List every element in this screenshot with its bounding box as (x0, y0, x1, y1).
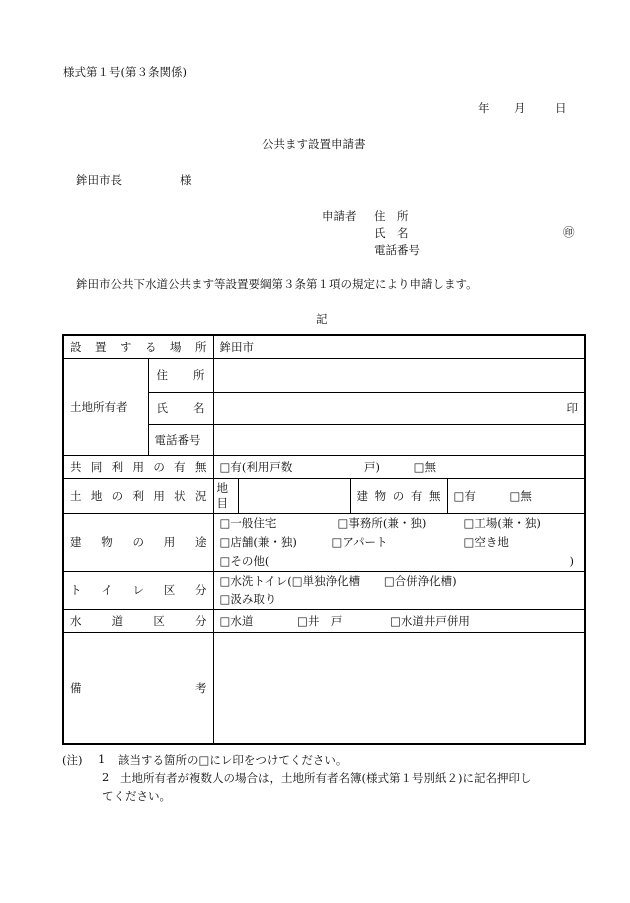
water-options (213, 609, 585, 632)
land-use-label-cell: 土 地 の 利 用 状 況 (63, 478, 213, 513)
date-day-label: 日 (555, 101, 567, 115)
row-water (63, 609, 585, 632)
building-use-other-close: ) (569, 553, 574, 568)
building-use-other[interactable]: □その他( (219, 553, 270, 568)
note-1-number: 1 (98, 752, 106, 766)
building-no-checkbox[interactable]: □無 (509, 488, 532, 503)
row-remarks (63, 632, 585, 744)
owner-name-label-cell: 氏 名 (148, 392, 213, 424)
water-city-checkbox[interactable]: □水道 (219, 613, 254, 628)
building-exist-label-cell: 建 物 の 有 無 (350, 478, 447, 513)
shared-use-unit: 戸) (364, 459, 381, 474)
toilet-label-cell: ト イ レ 区 分 (63, 571, 213, 609)
applicant-phone-label: 電話番号 (374, 243, 420, 257)
date-month-label: 月 (514, 101, 526, 115)
toilet-pumping[interactable]: □汲み取り (219, 592, 277, 606)
owner-label: 土地所有者 (63, 358, 148, 455)
ki-label: 記 (316, 312, 328, 326)
chimoku-field[interactable] (238, 478, 350, 513)
seal-mark: ㊞ (563, 225, 575, 239)
body-text: 鉾田市公共下水道公共ます等設置要綱第３条第１項の規定により申請します。 (76, 277, 478, 291)
shared-use-label-cell: 共 同 利 用 の 有 無 (63, 455, 213, 478)
water-label-cell: 水 道 区 分 (63, 609, 213, 632)
shared-use-no-checkbox[interactable]: □無 (413, 459, 437, 474)
applicant-label: 申請者 (322, 209, 357, 223)
row-location (63, 335, 585, 358)
application-table (62, 334, 586, 745)
row-owner-address (63, 358, 585, 392)
document-title: 公共ます設置申請書 (262, 137, 366, 151)
chimoku-label: 地目 (213, 478, 238, 513)
water-both-checkbox[interactable]: □水道井戸併用 (390, 613, 470, 628)
date-year-label: 年 (478, 101, 490, 115)
note-1-text: 該当する箇所の□にレ印をつけてください。 (118, 753, 348, 767)
row-toilet (63, 571, 585, 609)
water-well-checkbox[interactable]: □井 戸 (297, 613, 343, 628)
row-shared-use (63, 455, 585, 478)
owner-address-field[interactable] (213, 358, 585, 392)
location-value[interactable]: 鉾田市 (213, 335, 585, 358)
building-use-office[interactable]: □事務所(兼・独) (337, 515, 427, 530)
remarks-field[interactable] (213, 632, 585, 744)
note-2-text-line2: てください。 (102, 789, 171, 803)
remarks-label-cell: 備 考 (63, 632, 213, 744)
building-exist-options (447, 478, 585, 513)
building-use-house[interactable]: □一般住宅 (219, 515, 277, 530)
note-2-number: 2 (102, 770, 110, 784)
toilet-options (213, 571, 585, 609)
building-yes-checkbox[interactable]: □有 (453, 488, 476, 503)
honorific: 様 (180, 173, 192, 187)
row-land-use (63, 478, 585, 513)
addressee: 鉾田市長 (76, 173, 122, 187)
shared-use-options (213, 455, 585, 478)
building-use-factory[interactable]: □工場(兼・独) (463, 515, 541, 530)
owner-seal-mark: 印 (566, 401, 578, 415)
toilet-septic-combined[interactable]: □合併浄化槽) (383, 574, 457, 588)
building-use-shop[interactable]: □店舗(兼・独) (219, 534, 297, 549)
building-use-options (213, 513, 585, 571)
notes-prefix: (注) (62, 753, 83, 767)
applicant-address-label: 住 所 (374, 209, 409, 223)
row-building-use (63, 513, 585, 571)
form-number: 様式第１号(第３条関係) (63, 65, 187, 79)
owner-phone-label: 電話番号 (148, 424, 213, 455)
building-use-vacant[interactable]: □空き地 (463, 534, 509, 549)
toilet-flush-septic-single[interactable]: □水洗トイレ(□単独浄化槽 (219, 574, 361, 588)
owner-address-label-cell: 住 所 (148, 358, 213, 392)
building-use-apartment[interactable]: □アパート (331, 534, 388, 549)
shared-use-yes-checkbox[interactable]: □有(利用戸数 (219, 459, 293, 474)
applicant-name-label: 氏 名 (374, 226, 409, 240)
location-label-cell: 設 置 す る 場 所 (63, 335, 213, 358)
owner-phone-field[interactable] (213, 424, 585, 455)
owner-name-field[interactable] (213, 392, 585, 424)
building-use-label-cell: 建 物 の 用 途 (63, 513, 213, 571)
note-2-text-line1: 土地所有者が複数人の場合は，土地所有者名簿(様式第１号別紙２)に記名押印し (120, 771, 532, 785)
